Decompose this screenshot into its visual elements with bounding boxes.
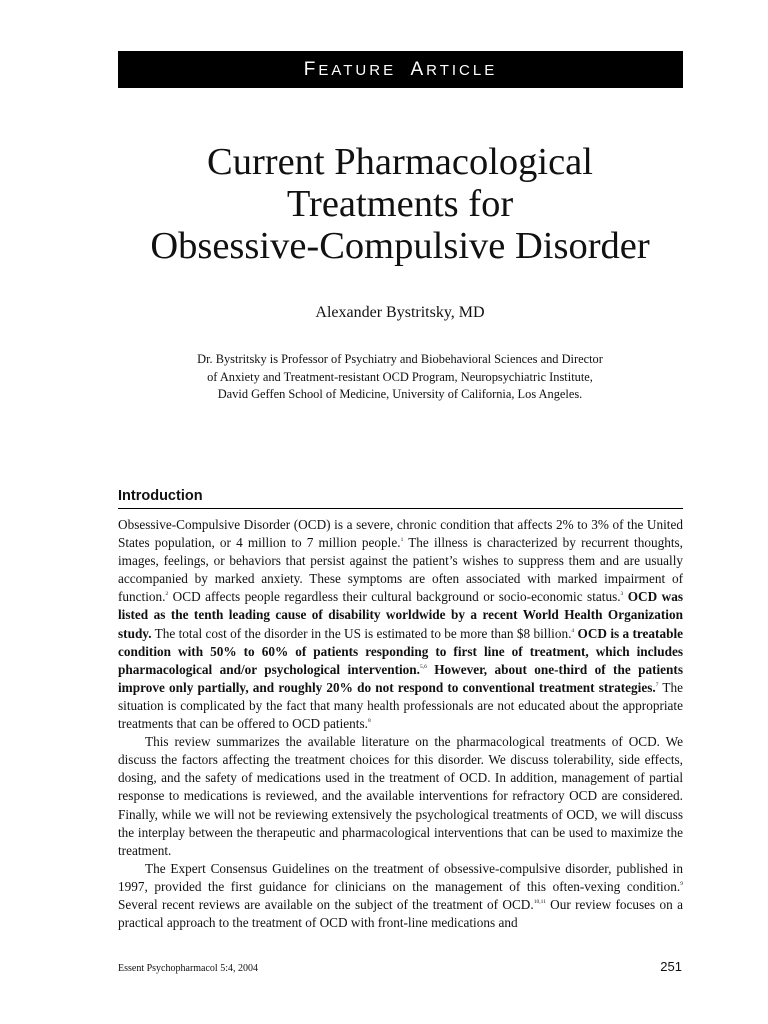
p3-text: Several recent reviews are available on the subject of the treatment of OCD. <box>118 896 534 912</box>
author-affiliation <box>150 351 650 404</box>
intro-paragraph-1 <box>118 516 683 733</box>
feature-article-banner <box>118 51 683 88</box>
citation-ref: 8 <box>367 718 371 725</box>
article-body <box>118 516 683 932</box>
p1-text: The situation is complicated by the fact that many health professionals are not educated about the appropriate treatments that can be offered to OCD patients. <box>118 679 683 732</box>
citation-ref: 7 <box>655 681 659 688</box>
p3-text: The Expert Consensus Guidelines on the treatment of obsessive-compulsive disorder, published in 1997, provided the first guidance for clinicians on the management of this often-vexing condition. <box>118 860 683 894</box>
intro-paragraph-2: This review summarizes the available literature on the pharmacological treatments of OCD. We discuss the factors affecting the treatment choices for this disorder. We discuss tolerability, side effects, dosing, and the safety of medications used in the treatment of OCD. In addition, management of partial response to medications is reviewed, and the available interventions for refractory OCD are considered. Finally, while we will not be reviewing extensively the psychological treatments of OCD, we will discuss the interplay between the therapeutic and pharmacological interventions that can be used to maximize the treatment. <box>118 734 683 858</box>
affiliation-line-2: of Anxiety and Treatment-resistant OCD Program, Neuropsychiatric Institute, <box>207 369 593 384</box>
p1-text: The total cost of the disorder in the US is estimated to be more than $8 billion. <box>151 625 572 641</box>
p1-text: Obsessive-Compulsive Disorder (OCD) is a severe, chronic condition that affects 2% to 3% of the United States population, or 4 million to 7 million people. <box>118 517 683 551</box>
article-title <box>100 141 700 267</box>
citation-ref: 5,6 <box>419 663 427 670</box>
affiliation-line-1: Dr. Bystritsky is Professor of Psychiatry and Biobehavioral Sciences and Director <box>197 352 603 366</box>
title-line-3: Obsessive-Compulsive Disorder <box>150 225 650 267</box>
section-heading-introduction: Introduction <box>118 488 683 509</box>
journal-citation: Essent Psychopharmacol 5:4, 2004 <box>118 963 258 974</box>
page-number: 251 <box>660 959 682 974</box>
title-line-2: Treatments for <box>286 183 514 225</box>
p1-bold-text: However, about one-third of the patients improve only partially, and roughly 20% do not respond to conventional treatment strategies. <box>118 661 683 695</box>
citation-ref: 2 <box>165 591 169 598</box>
citation-ref: 1 <box>400 537 404 544</box>
citation-ref: 4 <box>571 627 575 634</box>
banner-label <box>304 59 497 81</box>
p1-bold-text: OCD is a treatable condition with 50% to 60% of patients responding to first line of treatment, which includes pharmacological and/or psychological intervention. <box>118 625 684 677</box>
p1-text: OCD affects people regardless their cultural background or socio-economic status. <box>168 589 621 605</box>
p1-text: The illness is characterized by recurrent thoughts, images, feelings, or behaviors that persist against the patient’s wishes to suppress them and are usually accompanied by marked anxiety. These symptoms are often associated with marked impairment of function. <box>118 535 683 605</box>
affiliation-line-3: David Geffen School of Medicine, University of California, Los Angeles. <box>217 387 583 401</box>
citation-ref: 3 <box>620 591 624 598</box>
citation-ref: 10,11 <box>533 898 546 905</box>
citation-ref: 9 <box>680 880 683 887</box>
author-name: Alexander Bystritsky, MD <box>315 304 485 321</box>
p3-text: Our review focuses on a practical approach to the treatment of OCD with front-line medications and <box>118 896 683 931</box>
banner-initial-a: A <box>410 58 427 80</box>
banner-word-article: RTICLE <box>426 61 498 79</box>
p1-bold-text: OCD was listed as the tenth leading cause of disability worldwide by a recent World Health Organization study. <box>118 589 683 641</box>
intro-paragraph-3 <box>118 860 683 932</box>
banner-word-feature: EATURE <box>318 61 397 79</box>
banner-initial-f: F <box>303 58 319 80</box>
title-line-1: Current Pharmacological <box>207 141 593 183</box>
